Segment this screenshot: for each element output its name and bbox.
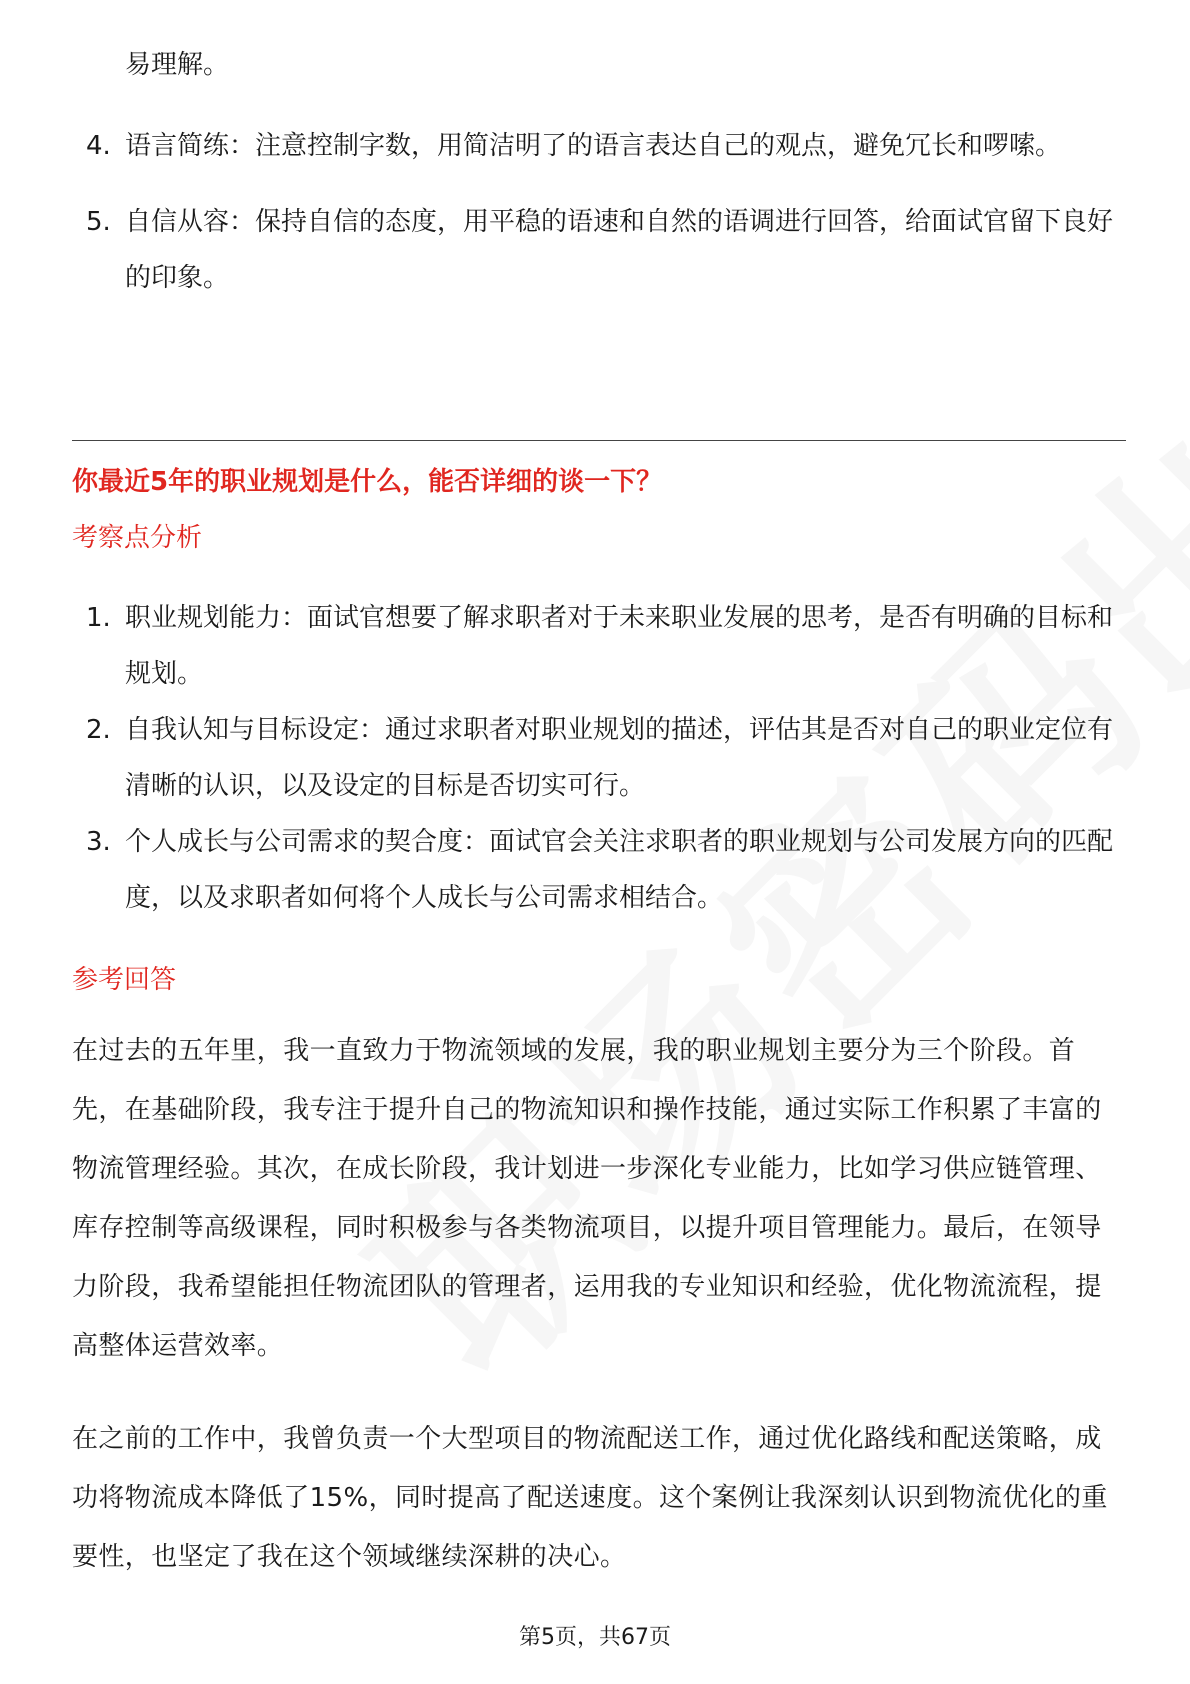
analysis-list	[0, 590, 1190, 926]
list-number: 1.	[86, 603, 111, 633]
list-text: 自信从容：保持自信的态度，用平稳的语速和自然的语调进行回答，给面试官留下良好的印象。	[125, 207, 1114, 293]
question-title: 你最近5年的职业规划是什么，能否详细的谈一下？	[72, 467, 663, 497]
list-item	[0, 194, 1115, 306]
list-text: 个人成长与公司需求的契合度：面试官会关注求职者的职业规划与公司发展方向的匹配度，以及求职者如何将个人成长与公司需求相结合。	[125, 827, 1114, 913]
continued-text: 易理解。	[125, 50, 230, 80]
answer-paragraph: 在之前的工作中，我曾负责一个大型项目的物流配送工作，通过优化路线和配送策略，成功将物流成本降低了15%，同时提高了配送速度。这个案例让我深刻认识到物流优化的重要性，也坚定了我在这个领域继续深耕的决心。	[72, 1424, 1108, 1572]
list-item	[0, 590, 1115, 702]
list-item	[0, 702, 1115, 814]
tips-list	[0, 118, 1190, 306]
list-item	[0, 814, 1115, 926]
list-item	[0, 118, 1115, 174]
list-number: 5.	[86, 207, 111, 237]
list-number: 2.	[86, 715, 111, 745]
page-number: 第5页，共67页	[519, 1625, 671, 1650]
answer-paragraph: 在过去的五年里，我一直致力于物流领域的发展，我的职业规划主要分为三个阶段。首先，在基础阶段，我专注于提升自己的物流知识和操作技能，通过实际工作积累了丰富的物流管理经验。其次，在成长阶段，我计划进一步深化专业能力，比如学习供应链管理、库存控制等高级课程，同时积极参与各类物流项目，以提升项目管理能力。最后，在领导力阶段，我希望能担任物流团队的管理者，运用我的专业知识和经验，优化物流流程，提高整体运营效率。	[72, 1036, 1102, 1361]
list-number: 3.	[86, 827, 111, 857]
answer-heading: 参考回答	[72, 965, 177, 995]
analysis-heading: 考察点分析	[72, 523, 203, 553]
list-text: 自我认知与目标设定：通过求职者对职业规划的描述，评估其是否对自己的职业定位有清晰的认识，以及设定的目标是否切实可行。	[125, 715, 1114, 801]
list-text: 职业规划能力：面试官想要了解求职者对于未来职业发展的思考，是否有明确的目标和规划。	[125, 603, 1114, 689]
section-divider	[72, 440, 1126, 441]
list-text: 语言简练：注意控制字数，用简洁明了的语言表达自己的观点，避免冗长和啰嗦。	[125, 131, 1062, 161]
list-number: 4.	[86, 131, 111, 161]
